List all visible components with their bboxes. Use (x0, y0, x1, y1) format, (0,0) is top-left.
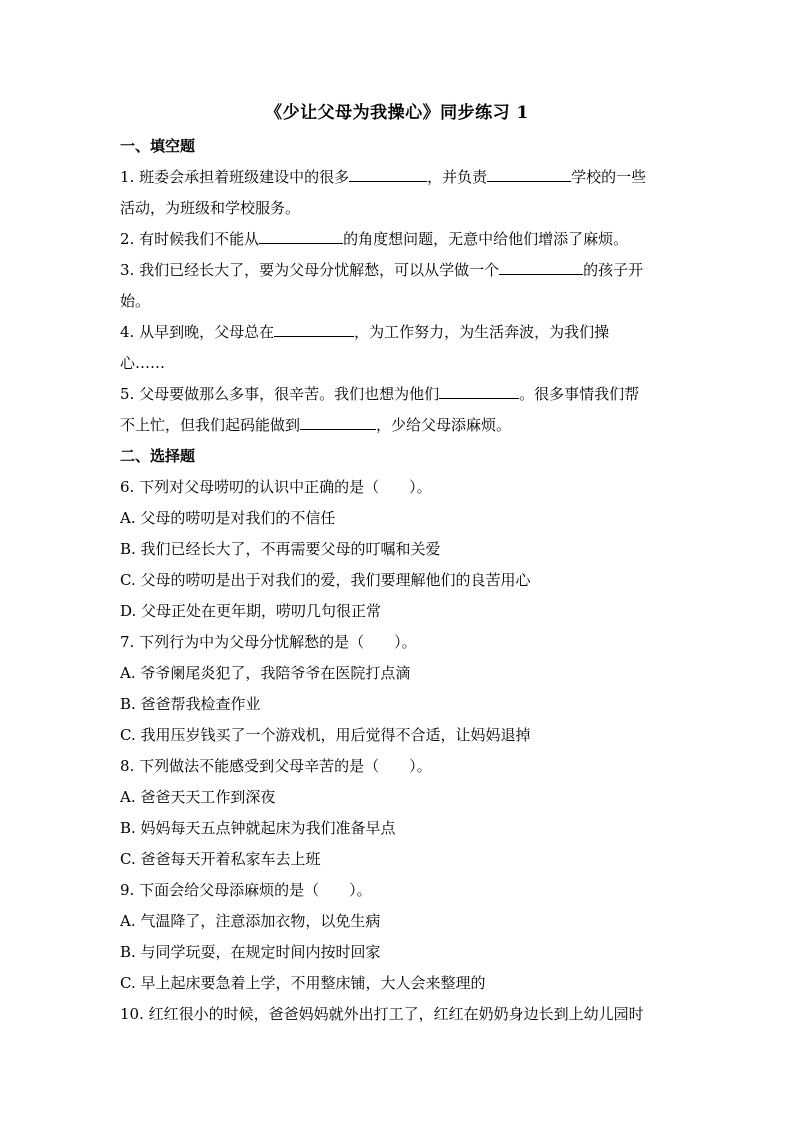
question-9-option-a: A. 气温降了，注意添加衣物，以免生病 (120, 912, 381, 930)
question-4-text-a: 4. 从早到晚，父母总在 (120, 323, 275, 341)
answer-blank-3 (499, 260, 583, 275)
question-7-stem: 7. 下列行为中为父母分忧解愁的是（ ）。 (120, 633, 417, 651)
question-8-option-a: A. 爸爸天天工作到深夜 (120, 788, 276, 806)
question-7-option-b: B. 爸爸帮我检查作业 (120, 695, 261, 713)
question-6-stem: 6. 下列对父母唠叨的认识中正确的是（ ）。 (120, 478, 432, 496)
question-6-option-b: B. 我们已经长大了，不再需要父母的叮嘱和关爱 (120, 540, 441, 558)
document-title: 《少让父母为我操心》同步练习 1 (265, 103, 529, 123)
section-heading-fill-blank: 一、填空题 (120, 137, 196, 155)
question-2-text-b: 的角度想问题，无意中给他们增添了麻烦。 (343, 230, 629, 248)
question-7-option-a: A. 爷爷阑尾炎犯了，我陪爷爷在医院打点滴 (120, 664, 411, 682)
question-7-option-c: C. 我用压岁钱买了一个游戏机，用后觉得不合适，让妈妈退掉 (120, 726, 531, 744)
question-4-line-1 (120, 317, 676, 348)
question-10-line-1: 10. 红红很小的时候，爸爸妈妈就外出打工了，红红在奶奶身边长到上幼儿园时 (120, 1005, 644, 1023)
question-9-option-b: B. 与同学玩耍，在规定时间内按时回家 (120, 943, 381, 961)
answer-blank-4 (274, 322, 354, 337)
question-4-text-b: ，为工作努力，为生活奔波，为我们操 (354, 323, 610, 341)
question-6-option-d: D. 父母正处在更年期，唠叨几句很正常 (120, 602, 382, 620)
question-1-text-a: 1. 班委会承担着班级建设中的很多 (120, 168, 350, 186)
question-3-text-b: 的孩子开 (583, 261, 644, 279)
question-5-line-2 (120, 410, 676, 441)
question-1-text-b: ，并负责 (427, 168, 488, 186)
question-3-line-1 (120, 255, 676, 286)
question-5-line-1 (120, 379, 676, 410)
question-2-text-a: 2. 有时候我们不能从 (120, 230, 260, 248)
answer-blank-1b (487, 167, 571, 182)
question-9-stem: 9. 下面会给父母添麻烦的是（ ）。 (120, 881, 372, 899)
question-3-text-a: 3. 我们已经长大了，要为父母分忧解愁，可以从学做一个 (120, 261, 500, 279)
question-3-line-2: 始。 (120, 292, 151, 310)
question-4-line-2: 心…… (120, 354, 166, 372)
document-body (120, 131, 676, 1030)
question-1-line-2: 活动，为班级和学校服务。 (120, 199, 301, 217)
answer-blank-5a (439, 384, 519, 399)
question-6-option-a: A. 父母的唠叨是对我们的不信任 (120, 509, 336, 527)
question-9-option-c: C. 早上起床要急着上学，不用整床铺，大人会来整理的 (120, 974, 486, 992)
answer-blank-5b (300, 415, 376, 430)
question-2-line-1 (120, 224, 676, 255)
question-5-text-b: 。很多事情我们帮 (519, 385, 640, 403)
question-1-line-1 (120, 162, 676, 193)
question-1-text-c: 学校的一些 (571, 168, 647, 186)
question-8-option-b: B. 妈妈每天五点钟就起床为我们准备早点 (120, 819, 396, 837)
question-8-stem: 8. 下列做法不能感受到父母辛苦的是（ ）。 (120, 757, 432, 775)
section-heading-multiple-choice: 二、选择题 (120, 447, 196, 465)
question-5-text-c: 不上忙，但我们起码能做到 (120, 416, 301, 434)
question-6-option-c: C. 父母的唠叨是出于对我们的爱，我们要理解他们的良苦用心 (120, 571, 531, 589)
answer-blank-1a (349, 167, 427, 182)
answer-blank-2 (259, 229, 343, 244)
question-5-text-a: 5. 父母要做那么多事，很辛苦。我们也想为他们 (120, 385, 440, 403)
question-5-text-d: ，少给父母添麻烦。 (376, 416, 512, 434)
question-8-option-c: C. 爸爸每天开着私家车去上班 (120, 850, 321, 868)
